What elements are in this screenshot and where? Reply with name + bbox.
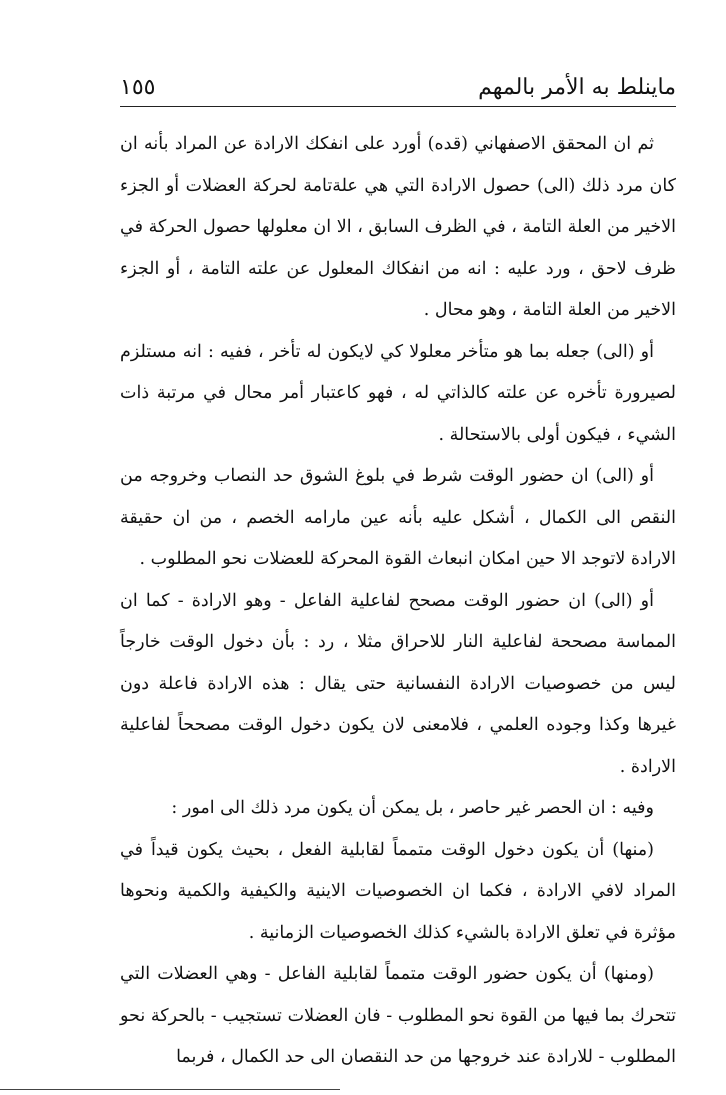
paragraph: أو (الى) ان حضور الوقت شرط في بلوغ الشوق حد النصاب وخروجه من النقص الى الكمال ، أشكل عليه بأنه عين مارامه الخصم ، من ان حقيقة الارادة لاتوجد الا حين امكان انبعاث القوة المحركة للعضلات نحو المطلوب . bbox=[120, 466, 676, 569]
running-title: ماينلط به الأمر بالمهم bbox=[478, 75, 676, 100]
paragraph: (منها) أن يكون دخول الوقت متمماً لقابلية الفعل ، بحيث يكون قيداً في المراد لافي الارادة ، فكما ان الخصوصيات الاينية والكيفية والكمية ونحوها مؤثرة في تعلق الارادة بالشيء كذلك الخصوصيات الزمانية . bbox=[120, 839, 676, 943]
paragraph: أو (الى) جعله بما هو متأخر معلولا كي لايكون له تأخر ، ففيه : انه مستلزم لصيرورة تأخره عن علته كالذاتي له ، فهو كاعتبار أمر محال في مرتبة ذات الشيء ، فيكون أولى بالاستحالة . bbox=[120, 341, 676, 445]
header-rule bbox=[120, 106, 676, 107]
body-text bbox=[120, 124, 676, 1079]
page-number: ١٥٥ bbox=[120, 75, 156, 100]
paragraph: (ومنها) أن يكون حضور الوقت متمماً لقابلية الفاعل - وهي العضلات التي تتحرك بما فيها من القوة نحو المطلوب - فان العضلات تستجيب - بالحركة نحو المطلوب - للارادة عند خروجها من حد النقصان الى حد الكمال ، فربما bbox=[120, 964, 676, 1067]
paragraph: أو (الى) ان حضور الوقت مصحح لفاعلية الفاعل - وهو الارادة - كما ان المماسة مصححة لفاعلية النار للاحراق مثلا ، رد : بأن دخول الوقت خارجاً ليس من خصوصيات الارادة النفسانية حتى يقال : هذه الارادة فاعلة دون غيرها وكذا وجوده العلمي ، فلامعنى لان يكون دخول الوقت مصححاً لفاعلية الارادة . bbox=[120, 590, 676, 777]
paragraph: وفيه : ان الحصر غير حاصر ، بل يمكن أن يكون مرد ذلك الى امور : bbox=[171, 798, 654, 818]
paragraph: ثم ان المحقق الاصفهاني (قده) أورد على انفكك الارادة عن المراد بأنه ان كان مرد ذلك (الى) حصول الارادة التي هي علةتامة لحركة العضلات أو الجزء الاخير من العلة التامة ، في الظرف السابق ، الا ان معلولها حصول الحركة في ظرف لاحق ، ورد عليه : انه من انفكاك المعلول عن علته التامة ، أو الجزء الاخير من العلة التامة ، وهو محال . bbox=[120, 134, 676, 320]
footer-rule bbox=[0, 1089, 340, 1090]
